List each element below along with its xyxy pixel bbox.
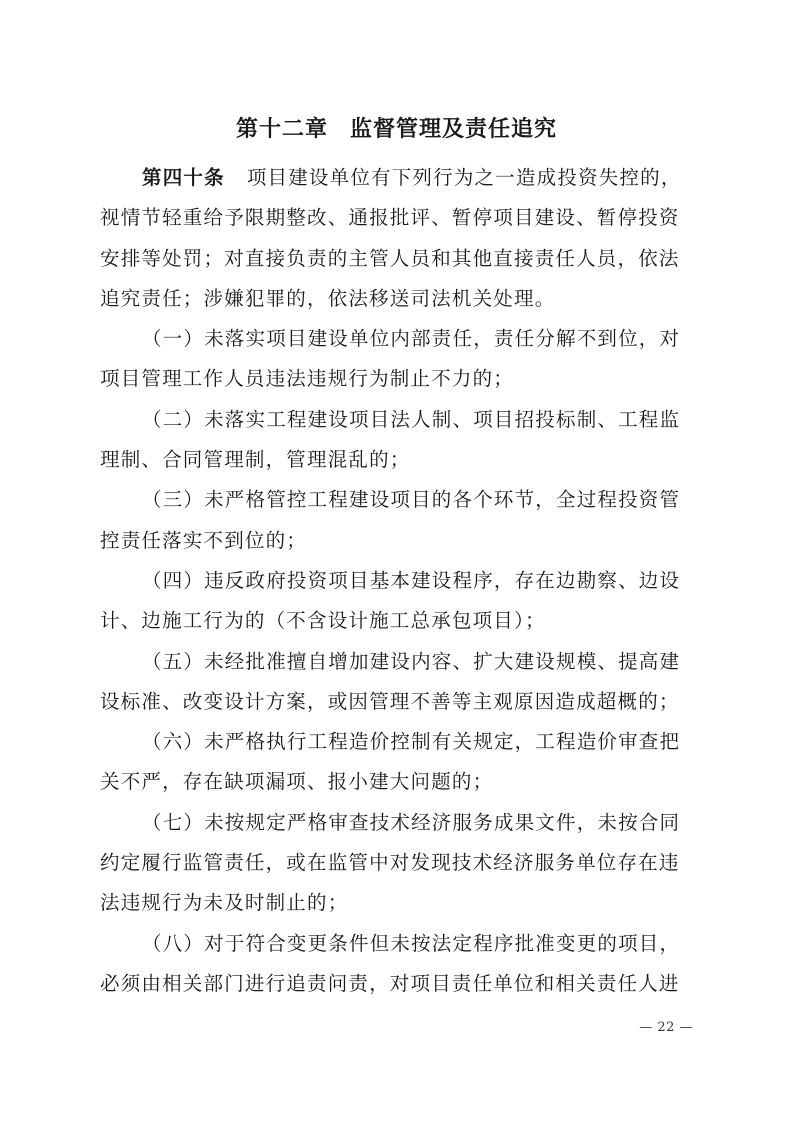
clause-line: 计、边施工行为的（不含设计施工总承包项目）；: [100, 609, 546, 633]
clause-6: [100, 722, 700, 803]
chapter-number: 第十二章: [235, 117, 328, 142]
body-text: [100, 158, 700, 1004]
article-line: 安排等处罚；对直接负责的主管人员和其他直接责任人员，依法: [100, 246, 680, 270]
clause-line: 理制、合同管理制，管理混乱的；: [100, 448, 411, 472]
clause-5: [100, 642, 700, 723]
clause-line: （六）未严格执行工程造价控制有关规定，工程造价审查把: [142, 730, 681, 754]
clause-3: [100, 480, 700, 561]
article-line: 视情节轻重给予限期整改、通报批评、暂停项目建设、暂停投资: [100, 206, 680, 230]
clause-line: 关不严，存在缺项漏项、报小建大问题的；: [100, 770, 494, 794]
article-line: 追究责任；涉嫌犯罪的，依法移送司法机关处理。: [100, 286, 556, 310]
clause-line: 必须由相关部门进行追责问责，对项目责任单位和相关责任人进: [100, 971, 680, 995]
clause-line: （二）未落实工程建设项目法人制、项目招投标制、工程监: [142, 407, 681, 431]
clause-2: [100, 400, 700, 481]
clause-8: [100, 924, 700, 1005]
clause-line: （五）未经批准擅自增加建设内容、扩大建设规模、提高建: [142, 649, 681, 673]
clause-line: 项目管理工作人员违法违规行为制止不力的；: [100, 367, 515, 391]
chapter-heading: [0, 112, 793, 143]
clause-line: （七）未按规定严格审查技术经济服务成果文件，未按合同: [142, 810, 681, 834]
article-line: 第四十条 项目建设单位有下列行为之一造成投资失控的，: [142, 166, 682, 189]
clause-line: 约定履行监管责任，或在监管中对发现技术经济服务单位存在违: [100, 851, 680, 875]
chapter-title-text: 监督管理及责任追究: [350, 117, 558, 142]
clause-line: （四）违反政府投资项目基本建设程序，存在边勘察、边设: [142, 568, 681, 592]
article-40: [100, 158, 700, 319]
clause-line: 设标准、改变设计方案，或因管理不善等主观原因造成超概的；: [100, 689, 680, 713]
clause-line: 法违规行为未及时制止的；: [100, 891, 349, 915]
clause-line: （三）未严格管控工程建设项目的各个环节，全过程投资管: [142, 488, 681, 512]
clause-line: （一）未落实项目建设单位内部责任，责任分解不到位，对: [142, 327, 681, 351]
clause-1: [100, 319, 700, 400]
page-number: — 22 —: [639, 1020, 693, 1035]
clause-4: [100, 561, 700, 642]
clause-line: （八）对于符合变更条件但未按法定程序批准变更的项目，: [142, 931, 681, 955]
clause-line: 控责任落实不到位的；: [100, 528, 308, 552]
article-number: 第四十条: [142, 166, 225, 189]
clause-7: [100, 803, 700, 924]
